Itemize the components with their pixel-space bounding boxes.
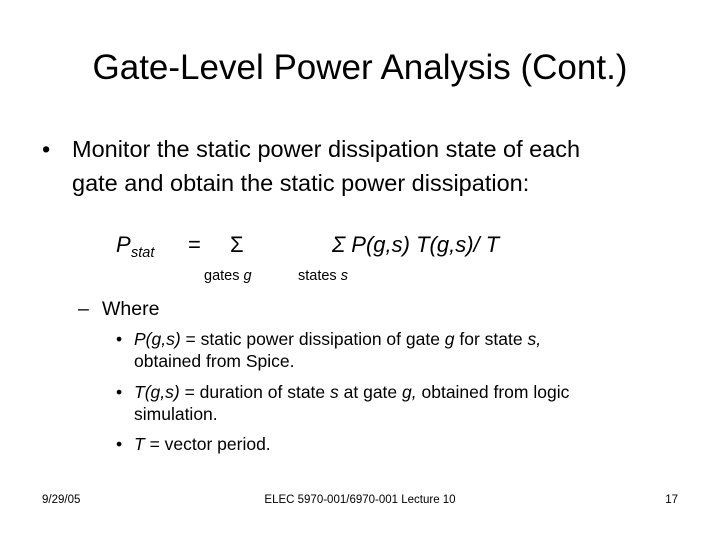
bullet-line-1: Monitor the static power dissipation state of each [72, 136, 581, 162]
definition-t-gs-line-1: T(g,s) = duration of state s at gate g, obtained from logic [134, 382, 570, 402]
where-label: Where [102, 298, 160, 320]
formula-inner-expression: Σ P(g,s) T(g,s)/ T [332, 232, 500, 257]
bullet-line-2: gate and obtain the static power dissipation: [72, 170, 530, 196]
definition-p-line-1: P(g,s) = static power dissipation of gate g for state s, [134, 329, 542, 349]
where-dash: – [78, 298, 89, 320]
bullet-text [72, 132, 580, 200]
formula-equals: = [188, 232, 201, 257]
definition-p [134, 328, 541, 372]
slide-title: Gate-Level Power Analysis (Cont.) [92, 48, 628, 87]
footer-course: ELEC 5970-001/6970-001 Lecture 10 [264, 494, 456, 506]
definition-p-line-2: obtained from Spice. [134, 351, 295, 371]
definition-t [134, 433, 271, 455]
bullet-marker: • [42, 136, 51, 162]
footer-date: 9/29/05 [42, 494, 81, 506]
formula-outer-sigma: Σ [230, 232, 244, 257]
definition-t-line-1: T = vector period. [134, 434, 271, 454]
sub-bullet-marker-2: • [116, 382, 123, 402]
definition-t-gs [134, 381, 569, 425]
sub-bullet-marker-3: • [116, 434, 123, 454]
formula-inner-index: states s [298, 268, 348, 284]
sub-bullet-marker-1: • [116, 329, 123, 349]
formula-outer-index: gates g [204, 268, 252, 284]
definition-t-gs-line-2: simulation. [134, 404, 218, 424]
footer-page-number: 17 [665, 494, 678, 506]
formula-p-subscript: stat [131, 245, 155, 261]
formula-p-symbol: P [116, 232, 131, 257]
